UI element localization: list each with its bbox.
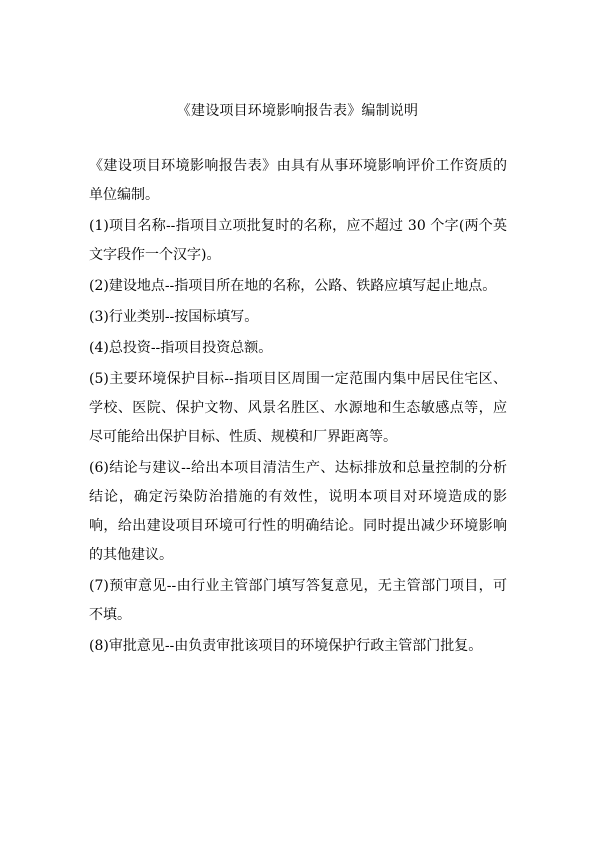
paragraph-project-name: (1)项目名称--指项目立项批复时的名称，应不超过 30 个字(两个英文字段作一个汉字)。	[89, 218, 507, 263]
paragraph-approval: (8)审批意见--由负责审批该项目的环境保护行政主管部门批复。	[89, 638, 483, 654]
paragraph-construction-location: (2)建设地点--指项目所在地的名称，公路、铁路应填写起止地点。	[89, 278, 497, 294]
document-title: 《建设项目环境影响报告表》编制说明	[176, 103, 419, 119]
paragraph-industry-category: (3)行业类别--按国标填写。	[89, 309, 259, 325]
document-body	[89, 152, 507, 663]
paragraph-intro: 《建设项目环境影响报告表》由具有从事环境影响评价工作资质的单位编制。	[89, 158, 507, 203]
paragraph-conclusions: (6)结论与建议--给出本项目清洁生产、达标排放和总量控制的分析结论，确定污染防治措施的有效性，说明本项目对环境造成的影响，给出建设项目环境可行性的明确结论。同时提出减少环境影响的其他建议。	[89, 460, 507, 563]
paragraph-protection-targets: (5)主要环境保护目标--指项目区周围一定范围内集中居民住宅区、学校、医院、保护文物、风景名胜区、水源地和生态敏感点等，应尽可能给出保护目标、性质、规模和厂界距离等。	[89, 371, 507, 445]
paragraph-pre-review: (7)预审意见--由行业主管部门填写答复意见，无主管部门项目，可不填。	[89, 578, 507, 623]
paragraph-total-investment: (4)总投资--指项目投资总额。	[89, 340, 273, 356]
